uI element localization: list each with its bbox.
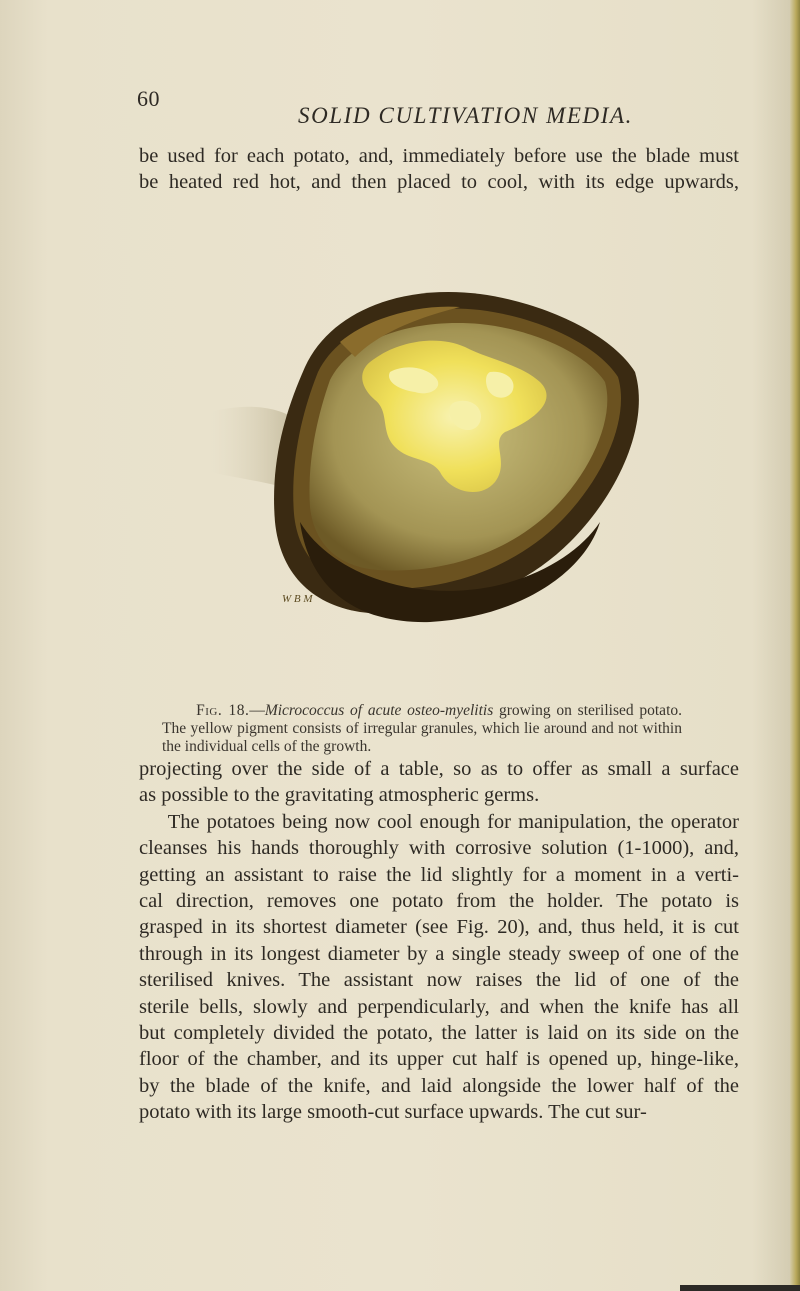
text-line: potato with its large smooth-cut surface upwards. The cut sur- xyxy=(139,1101,647,1124)
figure-caption: Fig. 18.—Micrococcus of acute osteo-myelitis growing on sterilised potato. The yellow pigment consists of irregular granules, which lie around and not within the individual cells of the growth. xyxy=(162,702,682,755)
page-edge-right xyxy=(790,0,800,1291)
figure-title: Micrococcus of acute osteo-myelitis xyxy=(264,702,494,719)
running-head: SOLID CULTIVATION MEDIA. xyxy=(298,103,634,128)
artist-signature: W B M xyxy=(282,593,313,605)
text-line: projecting over the side of a table, so as to offer as small a surface xyxy=(139,758,739,780)
text-line: floor of the chamber, and its upper cut half is opened up, hinge-like, xyxy=(139,1048,739,1071)
text-line: cleanses his hands thoroughly with corrosive solution (1-1000), and, xyxy=(139,837,739,860)
text-line: through in its longest diameter by a single steady sweep of one of the xyxy=(139,942,739,965)
text-line: be used for each potato, and, immediately before use the blade must xyxy=(139,145,739,167)
figure-label: Fig. 18. xyxy=(196,702,250,719)
text-line: be heated red hot, and then placed to cool, with its edge upwards, xyxy=(139,171,739,194)
text-line: by the blade of the knife, and laid alongside the lower half of the xyxy=(139,1074,739,1097)
body-text-top xyxy=(139,143,739,196)
figure-caption-text: growing on sterilised potato. The yellow pigment consists of irregular granules, which lie around and not within the individual cells of the growth. xyxy=(162,702,682,755)
body-text-bottom xyxy=(139,756,739,1126)
text-line: sterilised knives. The assistant now raises the lid of one of the xyxy=(139,969,739,992)
text-line: as possible to the gravitating atmospheric germs. xyxy=(139,784,540,807)
text-line: The potatoes being now cool enough for manipulation, the operator xyxy=(167,810,739,833)
text-line: sterile bells, slowly and perpendicularly, and when the knife has all xyxy=(139,995,739,1018)
text-line: getting an assistant to raise the lid slightly for a moment in a verti- xyxy=(139,863,739,886)
text-line: cal direction, removes one potato from the holder. The potato is xyxy=(139,890,739,913)
page-number: 60 xyxy=(137,86,160,111)
text-line: grasped in its shortest diameter (see Fig. 20), and, thus held, it is cut xyxy=(139,916,739,939)
page-edge-bottom xyxy=(680,1285,800,1291)
text-line: but completely divided the potato, the latter is laid on its side on the xyxy=(139,1022,739,1045)
potato-culture-illustration xyxy=(190,272,650,642)
